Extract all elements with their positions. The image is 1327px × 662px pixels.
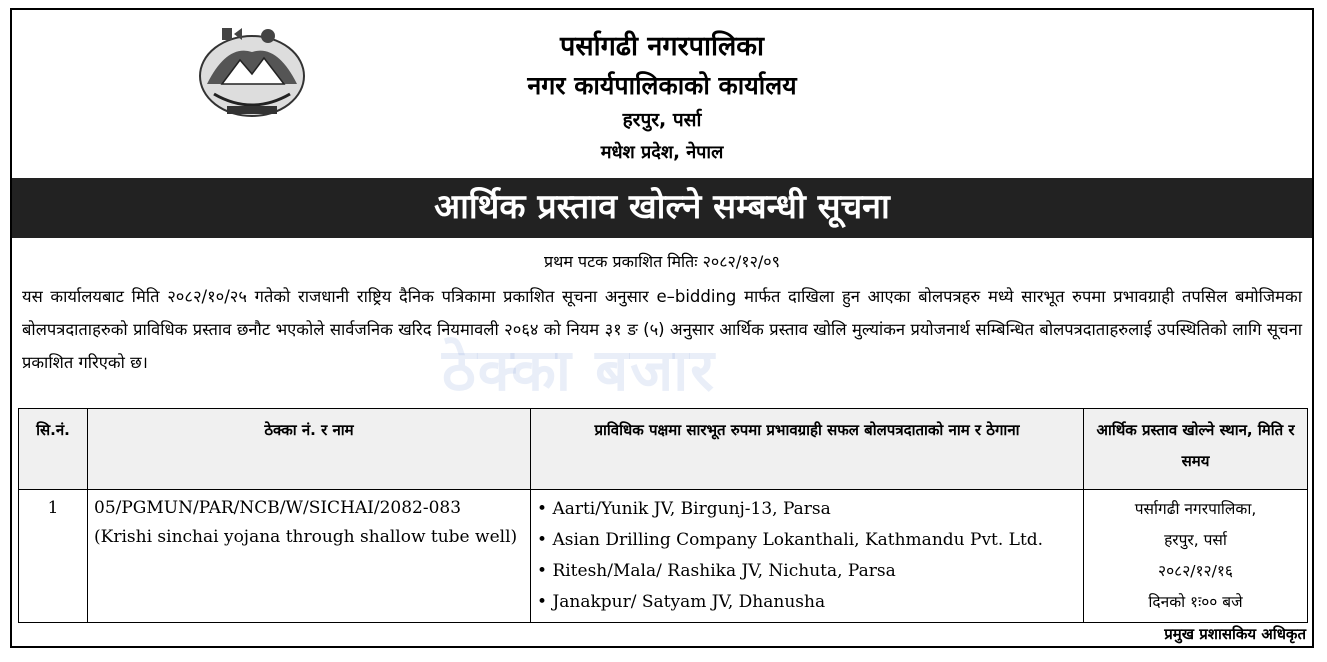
opening-date: २०८२/१२/१६ bbox=[1158, 562, 1233, 580]
municipality-name: पर्सागढी नगरपालिका bbox=[560, 31, 764, 62]
venue-line-2: हरपुर, पर्सा bbox=[1164, 531, 1227, 549]
row-bidders bbox=[531, 490, 1084, 623]
contract-name: (Krishi sinchai yojana through shallow tube well) bbox=[94, 527, 518, 547]
table-header-row bbox=[19, 409, 1308, 490]
contract-number: 05/PGMUN/PAR/NCB/W/SICHAI/2082-083 bbox=[94, 498, 462, 518]
venue-line-1: पर्सागढी नगरपालिका, bbox=[1134, 500, 1257, 518]
notice-body: यस कार्यालयबाट मिति २०८२/१०/२५ गतेको राजधानी राष्ट्रिय दैनिक पत्रिकामा प्रकाशित सूचना अनुसार e–bidding मार्फत दाखिला हुन आएका बोलपत्रहरु मध्ये सारभूत रुपमा प्रभावग्राही तपसिल बमोजिमका बोलपत्रदाताहरुको प्राविधिक प्रस्ताव छनौट भएकोले सार्वजनिक खरिद नियमावली २०६४ को नियम ३१ ङ (५) अनुसार आर्थिक प्रस्ताव खोलि मुल्यांकन प्रयोजनार्थ सम्बिन्धित बोलपत्रदाताहरुलाई उपस्थितिको लागि सूचना प्रकाशित गरिएको छ। bbox=[22, 287, 1302, 372]
header-bidders: प्राविधिक पक्षमा सारभूत रुपमा प्रभावग्राही सफल बोलपत्रदाताको नाम र ठेगाना bbox=[531, 409, 1084, 490]
bid-table bbox=[18, 408, 1308, 623]
header-venue: आर्थिक प्रस्ताव खोल्ने स्थान, मिति र समय bbox=[1084, 409, 1308, 490]
bidder-item: • Aarti/Yunik JV, Birgunj-13, Parsa bbox=[537, 494, 1077, 525]
notice-frame bbox=[10, 8, 1314, 648]
province-country: मधेश प्रदेश, नेपाल bbox=[600, 142, 724, 163]
bidder-item: • Ritesh/Mala/ Rashika JV, Nichuta, Parsa bbox=[537, 556, 1077, 587]
notice-title: आर्थिक प्रस्ताव खोल्ने सम्बन्धी सूचना bbox=[12, 178, 1312, 238]
signature-title: प्रमुख प्रशासकिय अधिकृत bbox=[1164, 625, 1306, 643]
row-contract bbox=[88, 490, 531, 623]
opening-time: दिनको १ः०० बजे bbox=[1148, 593, 1243, 611]
office-name: नगर कार्यपालिकाको कार्यालय bbox=[527, 71, 797, 100]
header-contract: ठेक्का नं. र नाम bbox=[88, 409, 531, 490]
table-row bbox=[19, 490, 1308, 623]
header-serial: सि.नं. bbox=[19, 409, 88, 490]
office-address: हरपुर, पर्सा bbox=[622, 109, 702, 131]
row-venue bbox=[1084, 490, 1308, 623]
row-serial: 1 bbox=[19, 490, 88, 623]
bidder-item: • Janakpur/ Satyam JV, Dhanusha bbox=[537, 587, 1077, 618]
bidder-item: • Asian Drilling Company Lokanthali, Kathmandu Pvt. Ltd. bbox=[537, 525, 1077, 556]
publish-date: प्रथम पटक प्रकाशित मितिः २०८२/१२/०९ bbox=[544, 252, 780, 271]
watermark-logo: ठेक्का बजार bbox=[442, 336, 716, 404]
